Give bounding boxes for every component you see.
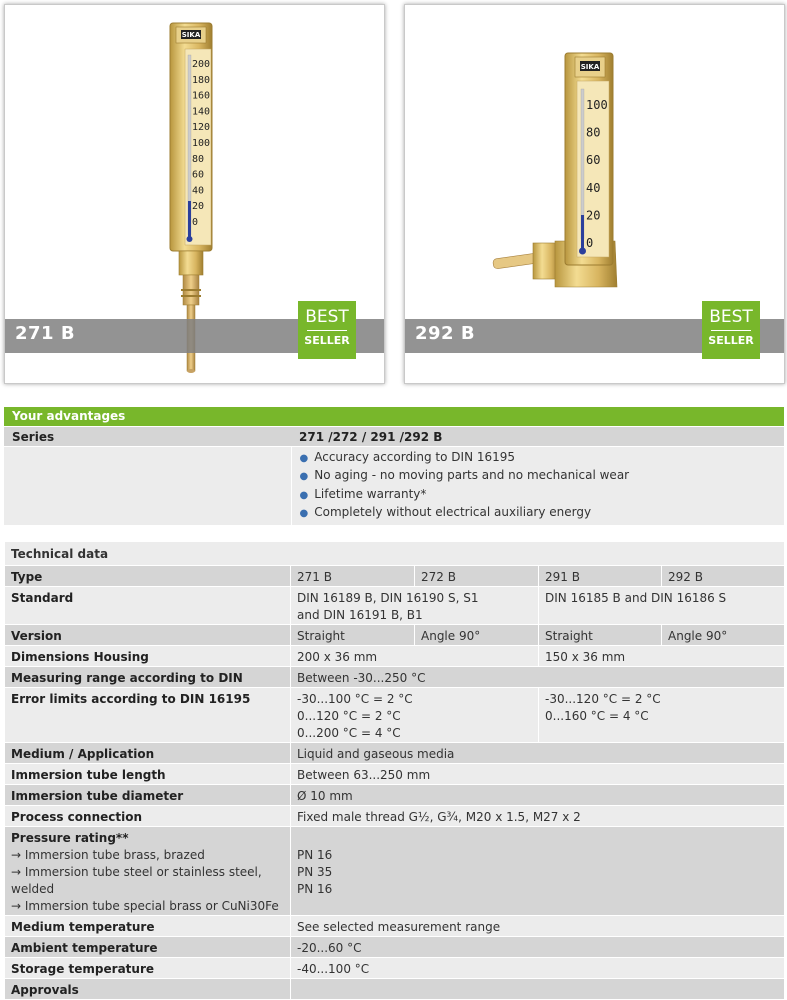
pressure-label: Pressure rating** (11, 831, 129, 845)
pressure-label-cell (5, 827, 291, 916)
range-row (5, 667, 785, 688)
storage-row (5, 958, 785, 979)
advantage-item: ● Completely without electrical auxiliary energy (299, 505, 592, 519)
advantages-empty-cell (4, 446, 291, 525)
badge-seller: SELLER (304, 334, 350, 347)
advantages-table (4, 407, 784, 525)
pressure-row (5, 827, 785, 916)
bullet-icon: ● (299, 452, 309, 464)
type-cell: 272 B (415, 566, 539, 587)
pressure-value: PN 16 (297, 882, 333, 896)
pressure-values (291, 827, 785, 916)
technical-data-table (4, 541, 785, 1000)
series-row (4, 426, 784, 446)
process-value: Fixed male thread G½, G¾, M20 x 1.5, M27 x 2 (291, 806, 785, 827)
process-row (5, 806, 785, 827)
bullet-icon: ● (299, 489, 309, 501)
scale-label: 80 (586, 125, 601, 140)
medium-temp-row (5, 916, 785, 937)
approvals-row (5, 979, 785, 1000)
advantage-item: ● Lifetime warranty* (299, 486, 427, 501)
scale-label: 200 (192, 59, 211, 70)
error-row (5, 688, 785, 743)
medium-value: Liquid and gaseous media (291, 743, 785, 764)
scale-label: 20 (192, 201, 205, 213)
process-label: Process connection (5, 806, 291, 827)
pressure-sub-label: → Immersion tube steel or stainless steel, welded (11, 865, 262, 896)
scale-label: 0 (586, 236, 594, 250)
scale-label: 80 (192, 153, 205, 165)
advantages-body-row (4, 446, 784, 525)
scale-label: 140 (192, 106, 211, 118)
pressure-value: PN 35 (297, 865, 333, 879)
medium-row (5, 743, 785, 764)
tube-diameter-value: Ø 10 mm (291, 785, 785, 806)
scale-label: 60 (192, 169, 205, 181)
best-seller-badge (298, 301, 356, 359)
standard-27x: DIN 16189 B, DIN 16190 S, S1 and DIN 16191 B, B1 (291, 587, 539, 625)
version-cell: Straight (291, 625, 415, 646)
badge-best: BEST (709, 307, 753, 327)
advantage-item: ● Accuracy according to DIN 16195 (299, 449, 516, 464)
housing-row (5, 646, 785, 667)
approvals-value (291, 979, 785, 1000)
pressure-sub-label: → Immersion tube brass, brazed (11, 848, 205, 862)
type-cell: 271 B (291, 566, 415, 587)
standard-29x: DIN 16185 B and DIN 16186 S (539, 587, 785, 625)
type-cell: 292 B (662, 566, 785, 587)
advantages-header-row (4, 407, 784, 426)
scale-label: 20 (586, 208, 601, 223)
storage-value: -40...100 °C (291, 958, 785, 979)
badge-best: BEST (305, 307, 349, 327)
tube-length-value: Between 63...250 mm (291, 764, 785, 785)
product-name[interactable]: 271 B (15, 323, 76, 344)
technical-header-row (5, 542, 785, 566)
badge-divider (711, 330, 751, 331)
badge-seller: SELLER (708, 334, 754, 347)
brand-logo: SIKA (580, 63, 600, 71)
version-cell: Angle 90° (415, 625, 539, 646)
scale-label: 100 (586, 98, 608, 112)
approvals-label: Approvals (5, 979, 291, 1000)
version-cell: Angle 90° (662, 625, 785, 646)
pressure-sub-label: → Immersion tube special brass or CuNi30Fe (11, 899, 279, 913)
standard-row (5, 587, 785, 625)
ambient-label: Ambient temperature (5, 937, 291, 958)
pressure-value: PN 16 (297, 848, 333, 862)
error-29x: -30...120 °C = 2 °C 0...160 °C = 4 °C (539, 688, 785, 743)
storage-label: Storage temperature (5, 958, 291, 979)
type-row (5, 566, 785, 587)
scale-label: 40 (586, 180, 601, 195)
tube-diameter-label: Immersion tube diameter (5, 785, 291, 806)
product-name[interactable]: 292 B (415, 323, 476, 344)
housing-29x: 150 x 36 mm (539, 646, 785, 667)
version-label: Version (5, 625, 291, 646)
advantages-list (300, 449, 777, 523)
scale-label: 60 (586, 153, 601, 168)
range-value: Between -30...250 °C (291, 667, 785, 688)
product-card-271b[interactable] (4, 4, 385, 384)
version-cell: Straight (539, 625, 662, 646)
type-label: Type (5, 566, 291, 587)
ambient-row (5, 937, 785, 958)
advantage-item: ● No aging - no moving parts and no mechanical wear (299, 468, 630, 482)
scale-label: 0 (192, 217, 199, 228)
housing-label: Dimensions Housing (5, 646, 291, 667)
range-label: Measuring range according to DIN (5, 667, 291, 688)
scale-label: 180 (192, 74, 211, 86)
tube-length-label: Immersion tube length (5, 764, 291, 785)
advantages-header: Your advantages (4, 407, 784, 426)
advantages-list-cell (291, 446, 784, 525)
housing-27x: 200 x 36 mm (291, 646, 539, 667)
tube-diameter-row (5, 785, 785, 806)
best-seller-badge (702, 301, 760, 359)
error-label: Error limits according to DIN 16195 (5, 688, 291, 743)
product-card-292b[interactable] (404, 4, 785, 384)
medium-label: Medium / Application (5, 743, 291, 764)
series-label: Series (4, 426, 291, 446)
version-row (5, 625, 785, 646)
type-cell: 291 B (539, 566, 662, 587)
tube-length-row (5, 764, 785, 785)
series-value: 271 /272 / 291 /292 B (291, 426, 784, 446)
medium-temp-label: Medium temperature (5, 916, 291, 937)
brand-logo: SIKA (181, 31, 201, 39)
ambient-value: -20...60 °C (291, 937, 785, 958)
badge-divider (307, 330, 347, 331)
error-27x: -30...100 °C = 2 °C 0...120 °C = 2 °C 0...200 °C = 4 °C (291, 688, 539, 743)
bullet-icon: ● (299, 508, 309, 519)
scale-label: 120 (192, 122, 211, 134)
scale-label: 40 (192, 185, 205, 197)
scale-label: 160 (192, 90, 211, 102)
scale-label: 100 (192, 138, 211, 149)
technical-header: Technical data (5, 542, 785, 566)
standard-label: Standard (5, 587, 291, 625)
bullet-icon: ● (299, 471, 309, 482)
medium-temp-value: See selected measurement range (291, 916, 785, 937)
